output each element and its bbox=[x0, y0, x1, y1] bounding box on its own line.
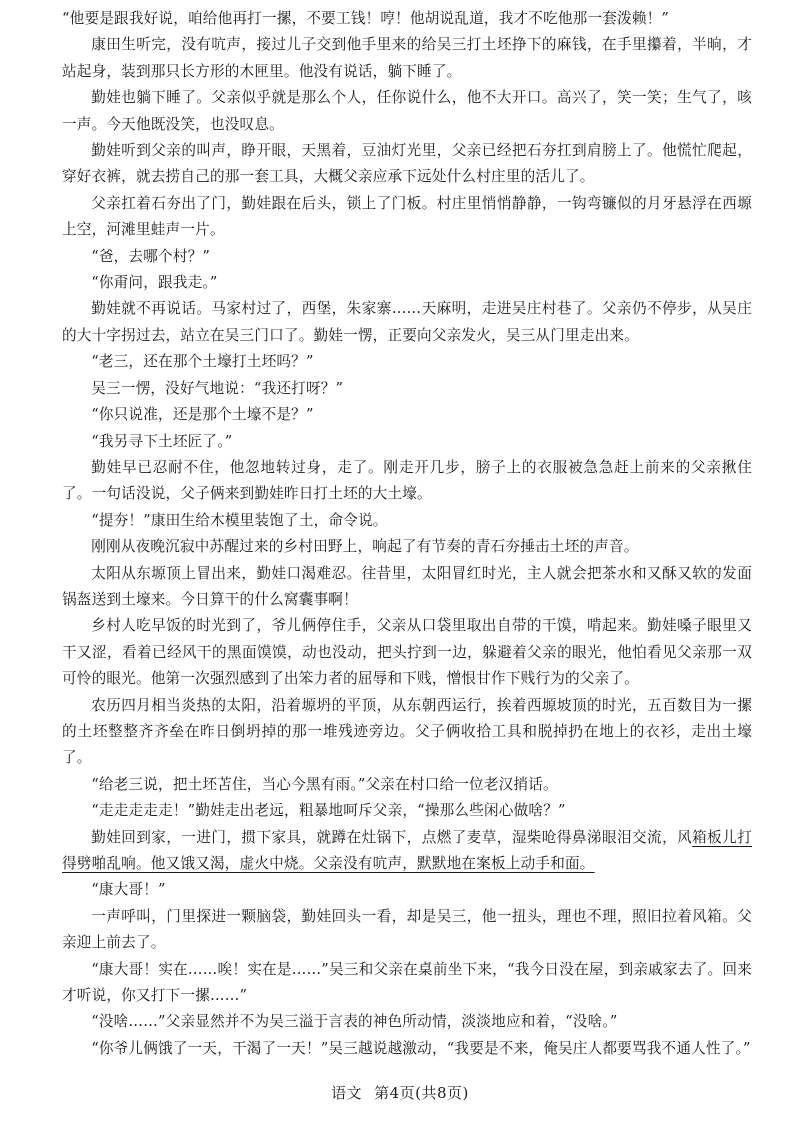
paragraph: “你爷儿俩饿了一天，干渴了一天！”吴三越说越激动，“我要是不来，俺吴庄人都要骂我不通人性了。” bbox=[91, 1039, 751, 1057]
page-footer bbox=[0, 1082, 800, 1103]
paragraph: 农历四月相当炎热的太阳，沿着塬坍的平顶，从东朝西运行，挨着西塬坡顶的时光，五百数目为一摞的土坯整整齐齐垒在昨日倒坍掉的那一堆残迹旁边。父子俩收拾工具和脱掉扔在地上的衣衫，走出土壕了。 bbox=[62, 696, 752, 767]
paragraph: “走走走走走！”勤娃走出老远，粗暴地呵斥父亲，“操那么些闲心做啥？” bbox=[91, 802, 566, 820]
paragraph-text: 勤娃回到家，一进门，掼下家具，就蹲在灶锅下，点燃了麦草，湿柴呛得鼻涕眼泪交流，风 bbox=[91, 828, 693, 846]
paragraph-underlined bbox=[62, 825, 752, 878]
paragraph: “给老三说，把土坯苫住，当心今黑有雨。”父亲在村口给一位老汉捎话。 bbox=[91, 775, 558, 793]
paragraph: “没啥……”父亲显然并不为吴三溢于言表的神色所动情，淡淡地应和着，“没啥。” bbox=[91, 1013, 618, 1031]
paragraph: 勤娃也躺下睡了。父亲似乎就是那么个人，任你说什么，他不大开口。高兴了，笑一笑；生气了，咳一声。今天他既没笑，也没叹息。 bbox=[62, 89, 752, 133]
underlined-text: 箱板儿打得劈啪乱响。他又饿又渴，虚火中烧。父亲没有吭声，默默地在案板上动手和面。 bbox=[62, 828, 752, 872]
paragraph: 父亲扛着石夯出了门，勤娃跟在后头，锁上了门板。村庄里悄悄静静，一钩弯镰似的月牙悬浮在西塬上空，河滩里蛙声一片。 bbox=[62, 194, 752, 239]
paragraph: 勤娃早已忍耐不住，他忽地转过身，走了。刚走开几步，膀子上的衣服被急急赶上前来的父亲揪住了。一句话没说，父子俩来到勤娃昨日打土坯的大土壕。 bbox=[62, 458, 752, 503]
paragraph: “爸，去哪个村？” bbox=[91, 247, 211, 265]
paragraph: 乡村人吃早饭的时光到了，爷儿俩停住手，父亲从口袋里取出自带的干馍，啃起来。勤娃嗓子眼里又干又涩，看着已经风干的黑面馍馍，动也没动，把头拧到一边，躲避着父亲的眼光，他怕看见父亲那一双可怜的眼光。他第一次强烈感到了出笨力者的屈辱和下贱，憎恨甘作下贱行为的父亲了。 bbox=[62, 617, 752, 688]
paragraph: “康大哥！” bbox=[91, 881, 166, 899]
paragraph: 吴三一愣，没好气地说：“我还打呀？” bbox=[91, 379, 344, 397]
paragraph: “老三，还在那个土壕打土坯吗？” bbox=[91, 353, 314, 371]
paragraph: 勤娃听到父亲的叫声，睁开眼，天黑着，豆油灯光里，父亲已经把石夯扛到肩膀上了。他慌忙爬起，穿好衣裤，就去捞自己的那一套工具，大概父亲应承下远处什么村庄里的活儿了。 bbox=[62, 142, 752, 186]
paragraph: 一声呼叫，门里探进一颗脑袋，勤娃回头一看，却是吴三，他一扭头，理也不理，照旧拉着风箱。父亲迎上前去了。 bbox=[62, 907, 752, 952]
paragraph: 勤娃就不再说话。马家村过了，西堡，朱家寨……天麻明，走进吴庄村巷了。父亲仍不停步，从吴庄的大十字拐过去，站立在吴三门口了。勤娃一愣，正要向父亲发火，吴三从门里走出来。 bbox=[62, 300, 752, 344]
footer-subject: 语文 bbox=[331, 1084, 363, 1102]
paragraph: “你只说准，还是那个土壕不是？” bbox=[91, 406, 314, 424]
paragraph: “我另寻下土坯匠了。” bbox=[91, 432, 233, 450]
footer-page-number: 第4页(共8页) bbox=[374, 1084, 469, 1102]
paragraph: “他要是跟我好说，咱给他再打一摞，不要工钱！哼！他胡说乱道，我才不吃他那一套泼赖！” bbox=[62, 10, 670, 27]
paragraph: 康田生听完，没有吭声，接过儿子交到他手里来的给吴三打土坯挣下的麻钱，在手里攥着，半晌，才站起身，装到那只长方形的木匣里。他没有说话，躺下睡了。 bbox=[62, 36, 752, 80]
paragraph: 太阳从东塬顶上冒出来，勤娃口渴难忍。往昔里，太阳冒红时光，主人就会把茶水和又酥又软的发面锅盔送到土壕来。今日算干的什么窝囊事啊！ bbox=[62, 564, 752, 608]
document-page bbox=[62, 6, 752, 1062]
paragraph: “康大哥！实在……唉！实在是……”吴三和父亲在桌前坐下来，“我今日没在屋，到亲戚家去了。回来才听说，你又打下一摞……” bbox=[62, 960, 752, 1005]
paragraph: “提夯！”康田生给木模里装饱了土，命令说。 bbox=[91, 511, 388, 529]
paragraph: “你甭问，跟我走。” bbox=[91, 274, 218, 292]
paragraph: 刚刚从夜晚沉寂中苏醒过来的乡村田野上，响起了有节奏的青石夯捶击土坯的声音。 bbox=[91, 538, 639, 556]
